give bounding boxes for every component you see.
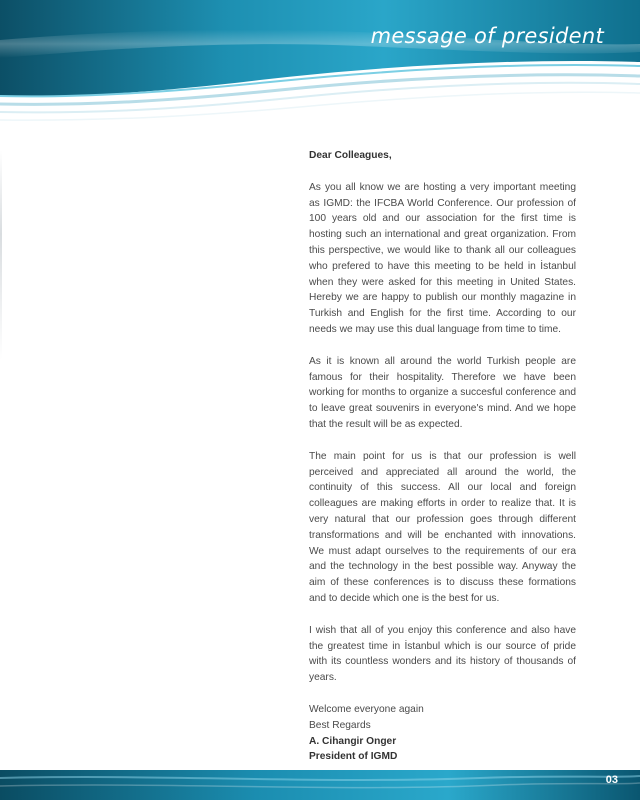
president-letter	[309, 148, 576, 765]
signature-title: President of IGMD	[309, 751, 398, 763]
letter-paragraph: I wish that all of you enjoy this conference and also have the greatest time in İstanbul which is our source of pride with its countless wonders and its history of thousands of years.	[309, 624, 576, 684]
letter-greeting: Dear Colleagues,	[309, 150, 392, 161]
closing-line: Best Regards	[309, 719, 371, 731]
letter-paragraph: As it is known all around the world Turkish people are famous for their hospitality. Therefore we have been working for months to organize a succesful conference and to leave great souvenirs in everyone's mind. And we hope that the result will be as expected.	[309, 355, 576, 430]
footer-wave-graphic	[0, 770, 640, 800]
page-number: 03	[605, 774, 618, 786]
signature-name: A. Cihangir Onger	[309, 735, 397, 747]
header-banner	[0, 0, 640, 125]
section-title: message of president	[370, 24, 604, 48]
footer-banner	[0, 770, 640, 800]
page-edge-shadow	[0, 150, 2, 360]
wave-banner-graphic	[0, 0, 640, 125]
closing-line: Welcome everyone again	[309, 703, 424, 715]
letter-paragraph: As you all know we are hosting a very important meeting as IGMD: the IFCBA World Conference. Our profession of 100 years old and our association for the first time is hosting such an international and great organization. From this perspective, we would like to thank all our colleagues who prefered to have this meeting to be held in İstanbul when they were asked for this meeting in United States. Hereby we are happy to publish our monthly magazine in Turkish and English for the first time. According to our needs we may use this dual language from time to time.	[309, 181, 576, 335]
letter-paragraph: The main point for us is that our profession is well perceived and appreciated all around the world, the continuity of this success. All our local and foreign colleagues are making efforts in order to realize that. It is very natural that our profession goes through different transformations and will be enchanted with innovations. We must adapt ourselves to the requirements of our era and the technology in the best possible way. Anyway the aim of these conferences is to discuss these formations and to decide which one is the best for us.	[309, 450, 576, 604]
